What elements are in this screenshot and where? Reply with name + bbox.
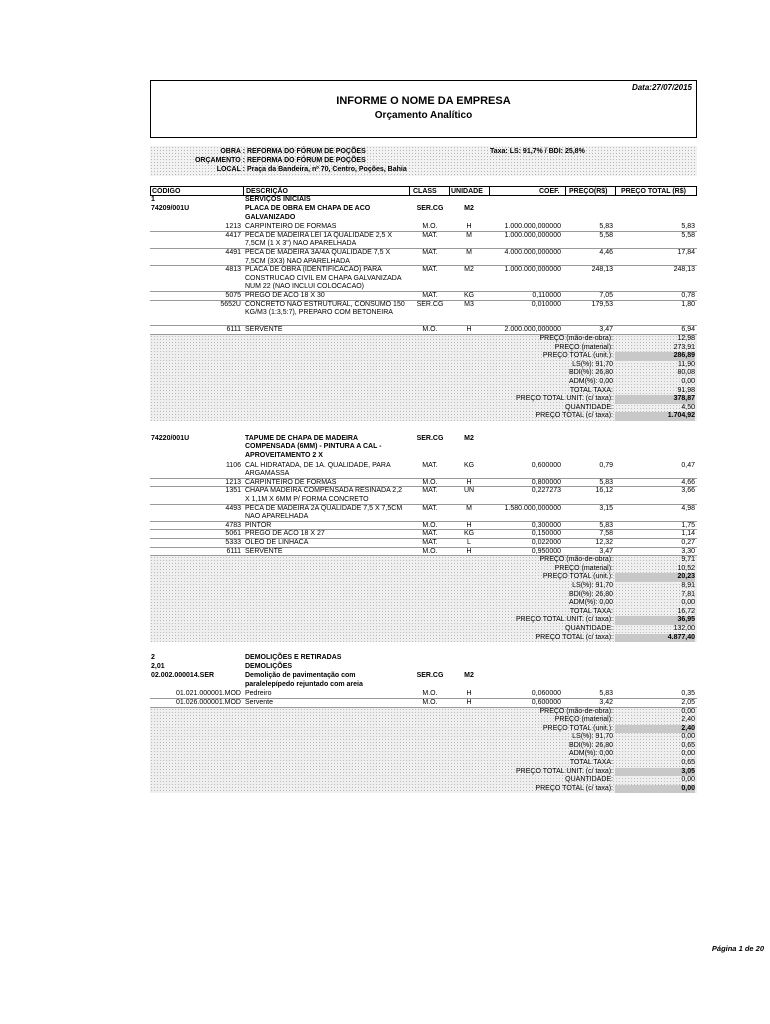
item-code: 02.002.000014.SER xyxy=(151,672,215,680)
row-price: 0,79 xyxy=(599,461,613,469)
summary-label: PREÇO TOTAL (c/ taxa): xyxy=(535,412,613,420)
tax-rate: Taxa: LS: 91,7% / BDI: 25,8% xyxy=(490,148,585,155)
report-date: Data:27/07/2015 xyxy=(631,83,692,92)
row-code: 1106 xyxy=(225,461,241,469)
section-code: 2,01 xyxy=(151,663,165,671)
summary-row xyxy=(150,591,697,600)
row-class: MAT. xyxy=(422,539,438,547)
row-class: SER.CG xyxy=(416,300,444,308)
row-coef: 0,150000 xyxy=(531,530,561,538)
summary-value: 12,98 xyxy=(677,334,695,342)
summary-row xyxy=(150,344,697,353)
row-price: 3,47 xyxy=(599,326,613,334)
company-name: INFORME O NOME DA EMPRESA xyxy=(336,95,511,107)
row-coef: 0,800000 xyxy=(531,478,561,486)
section-desc: SERVIÇOS INICIAIS xyxy=(245,196,311,203)
row-total: 4,98 xyxy=(681,504,695,512)
summary-value: 3,05 xyxy=(615,768,695,777)
summary-row xyxy=(150,404,697,413)
row-class: M.O. xyxy=(422,698,438,706)
summary-label: TOTAL TAXA: xyxy=(569,607,613,615)
summary-label: PREÇO TOTAL UNIT. (c/ taxa): xyxy=(516,395,613,403)
composition-head-row xyxy=(150,435,697,462)
summary-value: 132,00 xyxy=(673,624,695,632)
summary-row xyxy=(150,742,697,751)
table-row xyxy=(150,690,697,699)
row-coef: 0,060000 xyxy=(531,690,561,698)
summary-label: PREÇO TOTAL (unit.): xyxy=(542,573,613,581)
summary-label: LS(%): 91,70 xyxy=(572,733,613,741)
summary-row xyxy=(150,352,697,361)
summary-block xyxy=(150,335,697,421)
composition-3 xyxy=(150,672,697,793)
row-desc: CARPINTEIRO DE FORMAS xyxy=(245,478,337,486)
row-price: 12,32 xyxy=(595,539,613,547)
row-code: 5075 xyxy=(225,291,241,299)
row-unit: M3 xyxy=(464,300,474,308)
row-class: MAT. xyxy=(422,504,438,512)
row-total: 5,83 xyxy=(681,223,695,231)
section-code: 2 xyxy=(151,654,155,662)
summary-label: QUANTIDADE: xyxy=(565,624,613,632)
summary-row xyxy=(150,725,697,734)
row-class: MAT. xyxy=(422,266,438,274)
item-desc: PLACA DE OBRA EM CHAPA DE ACO GALVANIZADO xyxy=(245,205,371,221)
summary-label: PREÇO (material): xyxy=(554,343,613,351)
row-price: 5,83 xyxy=(599,223,613,231)
row-price: 5,83 xyxy=(599,521,613,529)
row-code: 1213 xyxy=(225,478,241,486)
row-desc: PLACA DE OBRA (IDENTIFICACAO) PARA CONSTRUCAO CIVIL EM CHAPA GALVANIZADA NUM 22 (NAO INCLUI COLOCACAO) xyxy=(245,266,402,291)
table-row xyxy=(150,462,697,479)
summary-label: PREÇO (mão-de-obra): xyxy=(539,707,613,715)
row-code: 6111 xyxy=(226,326,241,334)
summary-value: 36,95 xyxy=(615,616,695,625)
row-price: 4,46 xyxy=(599,248,613,256)
composition-head-row xyxy=(150,205,697,223)
summary-label: PREÇO (mão-de-obra): xyxy=(539,334,613,342)
row-class: MAT. xyxy=(422,291,438,299)
row-unit: H xyxy=(466,547,472,555)
summary-label: BDI(%): 26,80 xyxy=(569,741,613,749)
obra-value: REFORMA DO FÓRUM DE POÇÕES xyxy=(247,148,366,155)
summary-row xyxy=(150,616,697,625)
local-value: Praça da Bandeira, nº 70, Centro, Poções, Bahia xyxy=(247,166,407,173)
row-total: 0,27 xyxy=(681,539,695,547)
item-unit: M2 xyxy=(464,672,474,680)
row-code: 4493 xyxy=(225,504,241,512)
summary-block xyxy=(150,556,697,642)
report-header xyxy=(150,80,697,138)
row-total: 3,66 xyxy=(681,487,695,495)
row-coef: 0,950000 xyxy=(531,547,561,555)
row-price: 248,13 xyxy=(591,266,613,274)
summary-value: 2,40 xyxy=(615,725,695,734)
section-code: 1 xyxy=(151,196,155,203)
summary-row xyxy=(150,733,697,742)
row-class: MAT. xyxy=(422,231,438,239)
row-coef: 0,300000 xyxy=(531,521,561,529)
row-desc: CHAPA MADEIRA COMPENSADA RESINADA 2,2 X 1,1M X 6MM P/ FORMA CONCRETO xyxy=(245,487,403,504)
table-row xyxy=(150,487,697,504)
summary-label: PREÇO TOTAL (unit.): xyxy=(542,724,613,732)
row-desc: OLEO DE LINHACA xyxy=(245,539,309,547)
row-price: 3,42 xyxy=(599,698,613,706)
row-class: MAT. xyxy=(422,487,438,495)
table-row xyxy=(150,326,697,335)
row-code: 5652U xyxy=(220,300,241,308)
row-total: 1,14 xyxy=(681,530,695,538)
row-class: M.O. xyxy=(422,690,438,698)
summary-row xyxy=(150,387,697,396)
row-unit: KG xyxy=(463,291,475,299)
row-price: 16,12 xyxy=(595,487,613,495)
summary-row xyxy=(150,716,697,725)
summary-value: 0,00 xyxy=(681,599,695,607)
row-desc: Servente xyxy=(245,698,274,706)
column-header xyxy=(150,186,697,196)
row-class: M.O. xyxy=(422,547,438,555)
item-unit: M2 xyxy=(464,205,474,212)
summary-value: 0,00 xyxy=(681,377,695,385)
summary-value: 0,00 xyxy=(615,785,695,794)
summary-row xyxy=(150,395,697,404)
row-code: 01.026.000001.MOD xyxy=(176,698,241,706)
row-price: 5,83 xyxy=(599,478,613,486)
summary-value: 2,40 xyxy=(681,716,695,724)
composition-head-row xyxy=(150,672,697,690)
local-label: LOCAL : xyxy=(216,166,245,173)
summary-row xyxy=(150,369,697,378)
summary-value: 4,50 xyxy=(681,403,695,411)
summary-value: 273,91 xyxy=(673,343,695,351)
row-price: 5,83 xyxy=(599,690,613,698)
row-coef: 1.580.000,000000 xyxy=(504,504,561,512)
summary-label: QUANTIDADE: xyxy=(565,776,613,784)
table-row xyxy=(150,249,697,266)
row-price: 7,58 xyxy=(599,530,613,538)
row-price: 7,05 xyxy=(599,291,613,299)
row-coef: 0,110000 xyxy=(532,291,561,299)
composition-1 xyxy=(150,205,697,421)
summary-label: PREÇO TOTAL UNIT. (c/ taxa): xyxy=(516,767,613,775)
row-coef: 2.000.000,000000 xyxy=(504,326,561,334)
row-class: M.O. xyxy=(422,478,438,486)
item-unit: M2 xyxy=(464,434,474,442)
summary-value: 80,08 xyxy=(677,369,695,377)
item-desc: Demolição de pavimentação com paralelepípedo rejuntado com areia xyxy=(245,672,363,688)
table-row xyxy=(150,699,697,708)
row-coef: 0,600000 xyxy=(531,698,561,706)
summary-value: 0,00 xyxy=(681,750,695,758)
row-class: M.O. xyxy=(422,521,438,529)
summary-value: 0,00 xyxy=(681,707,695,715)
col-total: PREÇO TOTAL (R$) xyxy=(621,188,686,195)
col-descricao: DESCRIÇÃO xyxy=(246,188,289,195)
row-unit: M xyxy=(466,504,472,512)
row-total: 2,05 xyxy=(681,698,695,706)
row-unit: H xyxy=(466,698,472,706)
section-desc: DEMOLIÇÕES xyxy=(245,663,293,671)
summary-label: ADM(%): 0,00 xyxy=(569,377,613,385)
row-class: MAT. xyxy=(422,248,438,256)
row-desc: PREGO DE ACO 18 X 30 xyxy=(245,291,325,299)
row-unit: M xyxy=(466,248,472,256)
summary-row xyxy=(150,599,697,608)
summary-row xyxy=(150,750,697,759)
table-row xyxy=(150,292,697,301)
row-desc: SERVENTE xyxy=(245,326,283,334)
summary-value: 9,71 xyxy=(681,556,695,564)
summary-label: QUANTIDADE: xyxy=(565,403,613,411)
row-class: MAT. xyxy=(422,530,438,538)
row-code: 1351 xyxy=(225,487,241,495)
row-coef: 0,010000 xyxy=(531,300,561,308)
table-row xyxy=(150,505,697,522)
summary-row xyxy=(150,608,697,617)
summary-label: PREÇO TOTAL (unit.): xyxy=(542,352,613,360)
summary-value: 0,00 xyxy=(681,733,695,741)
summary-value: 91,98 xyxy=(677,386,695,394)
table-row xyxy=(150,266,697,292)
row-unit: L xyxy=(467,539,471,547)
row-unit: UN xyxy=(463,487,475,495)
summary-row xyxy=(150,785,697,794)
summary-label: ADM(%): 0,00 xyxy=(569,599,613,607)
section-row xyxy=(150,663,697,672)
item-code: 74220/001U xyxy=(151,434,190,442)
budget-table xyxy=(150,186,697,793)
row-total: 6,94 xyxy=(681,326,695,334)
summary-row xyxy=(150,625,697,634)
row-total: 0,78 xyxy=(681,291,695,299)
summary-label: LS(%): 91,70 xyxy=(572,581,613,589)
row-total: 1,75 xyxy=(681,521,695,529)
row-total: 1,80 xyxy=(681,300,695,308)
row-price: 5,58 xyxy=(599,231,613,239)
col-coef: COEF. xyxy=(539,188,560,195)
row-coef: 1.000.000,000000 xyxy=(504,223,561,231)
row-total: 248,13 xyxy=(673,266,695,274)
row-code: 1213 xyxy=(225,223,241,231)
row-code: 01.021.000001.MOD xyxy=(176,690,241,698)
summary-value: 1.704,92 xyxy=(615,412,695,421)
summary-row xyxy=(150,582,697,591)
summary-block xyxy=(150,708,697,794)
summary-value: 20,23 xyxy=(615,573,695,582)
row-desc: SERVENTE xyxy=(245,547,283,555)
summary-value: 378,87 xyxy=(615,395,695,404)
row-class: MAT. xyxy=(422,461,438,469)
summary-row xyxy=(150,378,697,387)
table-row xyxy=(150,522,697,531)
summary-row xyxy=(150,776,697,785)
table-row xyxy=(150,539,697,548)
summary-row xyxy=(150,565,697,574)
summary-row xyxy=(150,412,697,421)
row-code: 4491 xyxy=(225,248,241,256)
row-price: 3,15 xyxy=(599,504,613,512)
page-number: Página 1 de 20 xyxy=(711,944,764,953)
row-code: 6111 xyxy=(226,547,241,555)
row-unit: KG xyxy=(463,461,475,469)
summary-value: 7,81 xyxy=(681,590,695,598)
project-info xyxy=(150,146,697,176)
summary-row xyxy=(150,361,697,370)
summary-value: 8,91 xyxy=(681,581,695,589)
row-coef: 4.000.000,000000 xyxy=(504,248,561,256)
summary-row xyxy=(150,556,697,565)
summary-value: 4.877,40 xyxy=(615,634,695,643)
section-desc: DEMOLIÇÕES E RETIRADAS xyxy=(245,654,342,662)
row-code: 4417 xyxy=(225,231,241,239)
col-class: CLASS xyxy=(413,188,437,195)
row-desc: CONCRETO NAO ESTRUTURAL, CONSUMO 150 KG/M3 (1:3,5:7), PREPARO COM BETONEIRA xyxy=(245,300,405,317)
summary-row xyxy=(150,634,697,643)
row-code: 4783 xyxy=(225,521,241,529)
summary-label: LS(%): 91,70 xyxy=(572,360,613,368)
summary-value: 16,72 xyxy=(677,607,695,615)
row-unit: H xyxy=(466,521,472,529)
item-class: SER.CG xyxy=(416,672,444,680)
row-coef: 1.000.000,000000 xyxy=(504,266,561,274)
row-coef: 1.000.000,000000 xyxy=(504,231,561,239)
row-total: 4,66 xyxy=(681,478,695,486)
row-desc: PREGO DE ACO 18 X 27 xyxy=(245,530,325,538)
row-total: 0,35 xyxy=(681,690,695,698)
summary-value: 10,52 xyxy=(677,564,695,572)
summary-row xyxy=(150,708,697,717)
orcamento-value: REFORMA DO FÓRUM DE POÇÕES xyxy=(247,157,366,164)
table-row xyxy=(150,479,697,488)
section-row xyxy=(150,196,697,205)
summary-label: PREÇO (mão-de-obra): xyxy=(539,556,613,564)
summary-label: PREÇO TOTAL (c/ taxa): xyxy=(535,633,613,641)
summary-label: BDI(%): 26,80 xyxy=(569,369,613,377)
section-row xyxy=(150,654,697,663)
item-code: 74209/001U xyxy=(151,205,190,212)
table-row xyxy=(150,223,697,232)
summary-row xyxy=(150,759,697,768)
row-code: 5061 xyxy=(225,530,241,538)
row-coef: 0,022000 xyxy=(531,539,561,547)
row-total: 5,58 xyxy=(681,231,695,239)
col-preco: PREÇO(R$) xyxy=(569,188,608,195)
row-coef: 0,227273 xyxy=(531,487,561,495)
summary-value: 0,65 xyxy=(681,741,695,749)
row-desc: PECA DE MADEIRA LEI 1A QUALIDADE 2,5 X 7,5CM (1 X 3") NAO APARELHADA xyxy=(245,231,393,248)
summary-label: PREÇO TOTAL UNIT. (c/ taxa): xyxy=(516,616,613,624)
row-code: 5333 xyxy=(225,539,241,547)
row-class: M.O. xyxy=(422,326,438,334)
row-price: 179,53 xyxy=(591,300,613,308)
summary-value: 11,90 xyxy=(678,360,695,368)
item-desc: TAPUME DE CHAPA DE MADEIRA COMPENSADA (6MM) - PINTURA A CAL - APROVEITAMENTO 2 X xyxy=(245,434,382,460)
report-subtitle: Orçamento Analítico xyxy=(374,110,473,121)
col-unidade: UNIDADE xyxy=(451,188,483,195)
summary-row xyxy=(150,768,697,777)
row-desc: CARPINTEIRO DE FORMAS xyxy=(245,223,337,231)
row-unit: M xyxy=(466,231,472,239)
summary-label: BDI(%): 26,80 xyxy=(569,590,613,598)
col-codigo: CÓDIGO xyxy=(152,188,181,195)
summary-label: PREÇO (material): xyxy=(554,564,613,572)
row-desc: PECA DE MADEIRA 3A/4A QUALIDADE 7,5 X 7,5CM (3X3) NAO APARELHADA xyxy=(245,248,391,265)
summary-row xyxy=(150,335,697,344)
row-total: 17,84 xyxy=(677,248,695,256)
row-class: M.O. xyxy=(422,223,438,231)
table-row xyxy=(150,232,697,249)
row-desc: CAL HIDRATADA, DE 1A. QUALIDADE, PARA ARGAMASSA xyxy=(245,461,391,478)
table-row xyxy=(150,548,697,557)
row-code: 4813 xyxy=(225,266,241,274)
summary-label: TOTAL TAXA: xyxy=(569,759,613,767)
summary-label: PREÇO TOTAL (c/ taxa): xyxy=(535,784,613,792)
row-price: 3,47 xyxy=(599,547,613,555)
summary-row xyxy=(150,573,697,582)
composition-2 xyxy=(150,435,697,642)
row-total: 0,47 xyxy=(681,461,695,469)
orcamento-label: ORÇAMENTO : xyxy=(194,157,245,164)
summary-value: 0,00 xyxy=(681,776,695,784)
row-unit: H xyxy=(466,690,472,698)
row-desc: PINTOR xyxy=(245,521,272,529)
row-unit: H xyxy=(466,326,472,334)
row-coef: 0,600000 xyxy=(531,461,561,469)
row-desc: Pedreiro xyxy=(245,690,272,698)
summary-label: ADM(%): 0,00 xyxy=(569,750,613,758)
row-unit: H xyxy=(466,223,472,231)
summary-value: 0,65 xyxy=(681,759,695,767)
row-unit: H xyxy=(466,478,472,486)
obra-label: OBRA : xyxy=(220,148,245,155)
row-unit: KG xyxy=(463,530,475,538)
row-total: 3,30 xyxy=(681,547,695,555)
item-class: SER.CG xyxy=(416,205,444,212)
summary-value: 286,89 xyxy=(615,352,695,361)
item-class: SER.CG xyxy=(416,434,444,442)
row-desc: PECA DE MADEIRA 2A QUALIDADE 7,5 X 7,5CM NAO APARELHADA xyxy=(245,504,403,521)
table-row xyxy=(150,301,697,327)
summary-label: PREÇO (material): xyxy=(554,716,613,724)
row-unit: M2 xyxy=(464,266,474,274)
summary-label: TOTAL TAXA: xyxy=(569,386,613,394)
table-row xyxy=(150,530,697,539)
